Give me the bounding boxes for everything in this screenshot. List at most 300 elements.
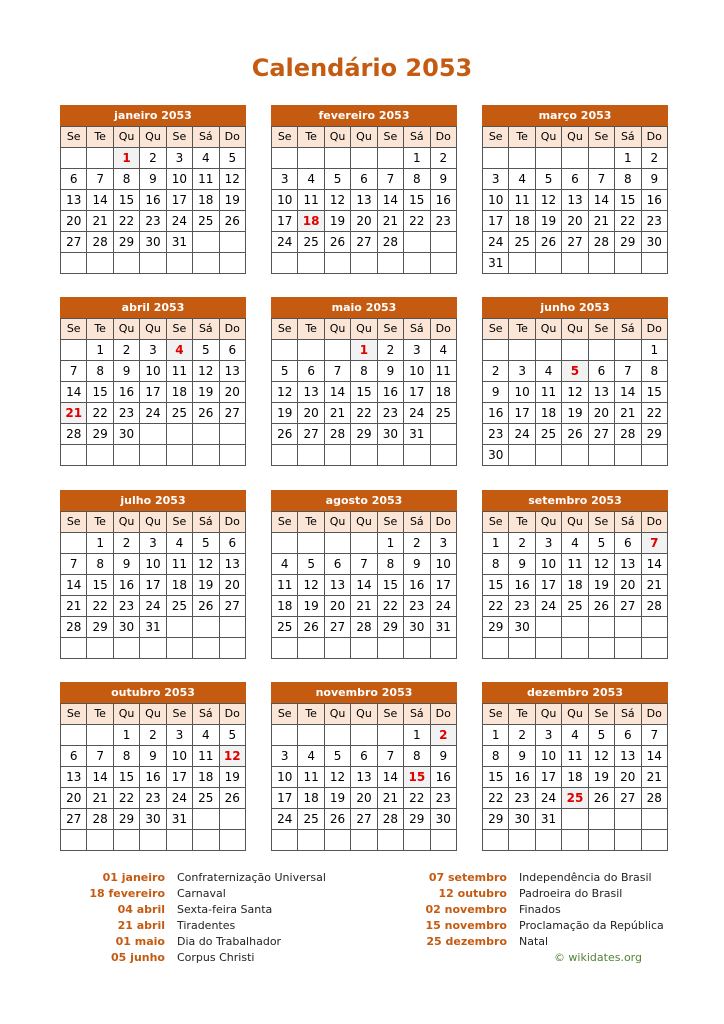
weekday-label: Te <box>509 512 535 533</box>
day-cell: 29 <box>351 424 377 445</box>
month-header: agosto 2053 <box>271 490 457 511</box>
day-cell: 23 <box>377 403 403 424</box>
day-cell: 27 <box>298 424 324 445</box>
day-cell: 3 <box>535 725 561 746</box>
day-cell: 9 <box>377 361 403 382</box>
weekday-label: Qu <box>351 704 377 725</box>
empty-cell <box>324 830 350 851</box>
empty-cell <box>166 424 192 445</box>
empty-cell <box>615 617 641 638</box>
day-cell: 14 <box>377 190 403 211</box>
holiday-name: Proclamação da República <box>519 919 664 932</box>
day-cell: 8 <box>483 746 509 767</box>
weekday-label: Qu <box>562 704 588 725</box>
day-cell: 31 <box>430 617 456 638</box>
day-cell: 14 <box>641 554 667 575</box>
weekday-label: Sá <box>193 319 219 340</box>
day-cell: 3 <box>404 340 430 361</box>
day-cell: 27 <box>588 424 614 445</box>
day-cell: 22 <box>377 596 403 617</box>
day-cell: 20 <box>615 575 641 596</box>
day-cell: 24 <box>509 424 535 445</box>
weekday-label: Qu <box>113 704 139 725</box>
day-cell: 19 <box>298 596 324 617</box>
weekday-label: Do <box>641 319 667 340</box>
empty-cell <box>298 830 324 851</box>
holiday-row <box>402 918 719 934</box>
empty-cell <box>324 148 350 169</box>
day-cell: 18 <box>193 767 219 788</box>
day-cell: 29 <box>377 617 403 638</box>
day-cell: 4 <box>193 725 219 746</box>
weekday-label: Sá <box>615 512 641 533</box>
weekday-label: Te <box>298 127 324 148</box>
day-cell: 11 <box>562 746 588 767</box>
day-cell: 12 <box>298 575 324 596</box>
empty-cell <box>113 253 139 274</box>
holiday-name: Dia do Trabalhador <box>177 935 282 948</box>
weekday-label: Sá <box>404 512 430 533</box>
day-cell: 14 <box>87 767 113 788</box>
empty-cell <box>535 148 561 169</box>
weekday-label: Se <box>61 127 87 148</box>
weekday-label: Se <box>483 704 509 725</box>
month-grid <box>482 318 668 466</box>
holiday-day-cell: 18 <box>298 211 324 232</box>
day-cell: 2 <box>404 533 430 554</box>
month-8 <box>482 490 668 659</box>
day-cell: 21 <box>641 575 667 596</box>
holiday-date: 18 fevereiro <box>89 887 165 900</box>
day-cell: 3 <box>535 533 561 554</box>
day-cell: 16 <box>377 382 403 403</box>
day-cell: 23 <box>509 596 535 617</box>
day-cell: 14 <box>641 746 667 767</box>
empty-cell <box>509 340 535 361</box>
empty-cell <box>562 617 588 638</box>
month-9 <box>60 682 246 851</box>
empty-cell <box>61 253 87 274</box>
day-cell: 23 <box>404 596 430 617</box>
holiday-row <box>60 886 377 902</box>
day-cell: 22 <box>351 403 377 424</box>
day-cell: 29 <box>113 232 139 253</box>
day-cell: 7 <box>61 554 87 575</box>
holiday-day-cell: 15 <box>404 767 430 788</box>
day-cell: 1 <box>377 533 403 554</box>
weekday-label: Sá <box>404 704 430 725</box>
day-cell: 31 <box>140 617 166 638</box>
weekday-label: Te <box>298 704 324 725</box>
empty-cell <box>430 638 456 659</box>
day-cell: 26 <box>324 232 350 253</box>
empty-cell <box>140 445 166 466</box>
day-cell: 21 <box>87 788 113 809</box>
day-cell: 4 <box>166 533 192 554</box>
day-cell: 29 <box>615 232 641 253</box>
empty-cell <box>219 253 245 274</box>
day-cell: 16 <box>113 575 139 596</box>
day-cell: 4 <box>509 169 535 190</box>
weekday-label: Qu <box>113 512 139 533</box>
holiday-day-cell: 12 <box>219 746 245 767</box>
empty-cell <box>483 830 509 851</box>
holiday-name: Independência do Brasil <box>519 871 652 884</box>
empty-cell <box>351 445 377 466</box>
holiday-name: Confraternização Universal <box>177 871 326 884</box>
empty-cell <box>588 445 614 466</box>
day-cell: 25 <box>562 596 588 617</box>
day-cell: 8 <box>404 169 430 190</box>
day-cell: 15 <box>641 382 667 403</box>
month-header: maio 2053 <box>271 297 457 318</box>
day-cell: 1 <box>483 533 509 554</box>
day-cell: 25 <box>166 596 192 617</box>
weekday-label: Se <box>61 512 87 533</box>
holiday-row <box>402 934 719 950</box>
day-cell: 13 <box>351 767 377 788</box>
weekday-label: Do <box>430 319 456 340</box>
day-cell: 20 <box>588 403 614 424</box>
day-cell: 8 <box>113 746 139 767</box>
empty-cell <box>404 445 430 466</box>
day-cell: 10 <box>140 554 166 575</box>
day-cell: 6 <box>562 169 588 190</box>
day-cell: 10 <box>272 190 298 211</box>
day-cell: 21 <box>615 403 641 424</box>
day-cell: 7 <box>641 725 667 746</box>
day-cell: 30 <box>430 809 456 830</box>
day-cell: 10 <box>166 746 192 767</box>
weekday-label: Se <box>61 319 87 340</box>
day-cell: 8 <box>377 554 403 575</box>
month-header: novembro 2053 <box>271 682 457 703</box>
holiday-row <box>402 886 719 902</box>
day-cell: 30 <box>113 424 139 445</box>
weekday-label: Do <box>219 127 245 148</box>
empty-cell <box>87 638 113 659</box>
day-cell: 10 <box>404 361 430 382</box>
weekday-label: Te <box>298 319 324 340</box>
weekday-label: Se <box>272 512 298 533</box>
empty-cell <box>324 253 350 274</box>
empty-cell <box>588 253 614 274</box>
day-cell: 13 <box>324 575 350 596</box>
day-cell: 6 <box>351 169 377 190</box>
day-cell: 17 <box>509 403 535 424</box>
day-cell: 29 <box>641 424 667 445</box>
holiday-date: 02 novembro <box>425 903 507 916</box>
empty-cell <box>562 148 588 169</box>
day-cell: 20 <box>61 788 87 809</box>
empty-cell <box>483 148 509 169</box>
page-title: Calendário 2053 <box>251 54 473 82</box>
day-cell: 2 <box>483 361 509 382</box>
day-cell: 13 <box>61 767 87 788</box>
day-cell: 13 <box>351 190 377 211</box>
day-cell: 25 <box>166 403 192 424</box>
day-cell: 30 <box>509 809 535 830</box>
day-cell: 19 <box>588 575 614 596</box>
day-cell: 4 <box>562 725 588 746</box>
day-cell: 24 <box>535 788 561 809</box>
empty-cell <box>140 638 166 659</box>
month-7 <box>271 490 457 659</box>
day-cell: 9 <box>140 746 166 767</box>
day-cell: 28 <box>61 617 87 638</box>
day-cell: 29 <box>87 424 113 445</box>
empty-cell <box>272 533 298 554</box>
day-cell: 27 <box>615 788 641 809</box>
day-cell: 9 <box>509 554 535 575</box>
day-cell: 6 <box>324 554 350 575</box>
empty-cell <box>61 148 87 169</box>
empty-cell <box>272 148 298 169</box>
day-cell: 13 <box>562 190 588 211</box>
holiday-row <box>402 870 719 886</box>
empty-cell <box>404 232 430 253</box>
empty-cell <box>61 830 87 851</box>
holiday-date: 15 novembro <box>425 919 507 932</box>
day-cell: 16 <box>113 382 139 403</box>
day-cell: 10 <box>535 554 561 575</box>
day-cell: 5 <box>193 340 219 361</box>
day-cell: 9 <box>140 169 166 190</box>
weekday-label: Qu <box>351 319 377 340</box>
weekday-label: Qu <box>535 704 561 725</box>
empty-cell <box>298 725 324 746</box>
day-cell: 28 <box>61 424 87 445</box>
empty-cell <box>272 638 298 659</box>
weekday-label: Se <box>483 127 509 148</box>
empty-cell <box>562 445 588 466</box>
empty-cell <box>588 638 614 659</box>
empty-cell <box>140 830 166 851</box>
day-cell: 3 <box>140 340 166 361</box>
day-cell: 28 <box>641 596 667 617</box>
empty-cell <box>193 830 219 851</box>
day-cell: 18 <box>272 596 298 617</box>
day-cell: 14 <box>61 382 87 403</box>
day-cell: 7 <box>377 746 403 767</box>
weekday-label: Sá <box>615 127 641 148</box>
weekday-label: Qu <box>535 127 561 148</box>
month-header: fevereiro 2053 <box>271 105 457 126</box>
day-cell: 29 <box>483 809 509 830</box>
day-cell: 7 <box>351 554 377 575</box>
weekday-label: Qu <box>140 319 166 340</box>
day-cell: 30 <box>641 232 667 253</box>
empty-cell <box>377 830 403 851</box>
day-cell: 6 <box>588 361 614 382</box>
empty-cell <box>193 638 219 659</box>
day-cell: 11 <box>166 361 192 382</box>
weekday-label: Se <box>166 704 192 725</box>
day-cell: 21 <box>87 211 113 232</box>
day-cell: 20 <box>351 788 377 809</box>
day-cell: 3 <box>272 169 298 190</box>
day-cell: 6 <box>219 340 245 361</box>
empty-cell <box>641 830 667 851</box>
day-cell: 16 <box>404 575 430 596</box>
holiday-row <box>60 902 377 918</box>
weekday-label: Qu <box>140 127 166 148</box>
day-cell: 5 <box>219 148 245 169</box>
empty-cell <box>535 253 561 274</box>
empty-cell <box>166 617 192 638</box>
holiday-day-cell: 1 <box>113 148 139 169</box>
day-cell: 11 <box>562 554 588 575</box>
empty-cell <box>87 830 113 851</box>
weekday-label: Do <box>430 704 456 725</box>
month-3 <box>60 297 246 466</box>
month-grid <box>60 703 246 851</box>
day-cell: 9 <box>430 169 456 190</box>
day-cell: 22 <box>404 211 430 232</box>
day-cell: 9 <box>113 554 139 575</box>
day-cell: 8 <box>404 746 430 767</box>
weekday-label: Se <box>166 512 192 533</box>
empty-cell <box>166 638 192 659</box>
weekday-label: Qu <box>324 319 350 340</box>
holiday-date: 21 abril <box>117 919 165 932</box>
day-cell: 20 <box>61 211 87 232</box>
day-cell: 12 <box>588 554 614 575</box>
day-cell: 22 <box>87 403 113 424</box>
weekday-label: Se <box>588 512 614 533</box>
day-cell: 3 <box>166 148 192 169</box>
day-cell: 23 <box>430 211 456 232</box>
day-cell: 29 <box>404 809 430 830</box>
day-cell: 31 <box>483 253 509 274</box>
day-cell: 20 <box>219 575 245 596</box>
day-cell: 3 <box>272 746 298 767</box>
day-cell: 15 <box>483 767 509 788</box>
empty-cell <box>298 638 324 659</box>
day-cell: 9 <box>430 746 456 767</box>
weekday-label: Sá <box>615 319 641 340</box>
day-cell: 24 <box>140 403 166 424</box>
day-cell: 7 <box>324 361 350 382</box>
day-cell: 16 <box>430 767 456 788</box>
day-cell: 25 <box>298 809 324 830</box>
day-cell: 6 <box>351 746 377 767</box>
day-cell: 30 <box>404 617 430 638</box>
day-cell: 26 <box>535 232 561 253</box>
day-cell: 5 <box>535 169 561 190</box>
day-cell: 14 <box>87 190 113 211</box>
day-cell: 19 <box>562 403 588 424</box>
day-cell: 24 <box>272 232 298 253</box>
day-cell: 18 <box>193 190 219 211</box>
holiday-date: 01 janeiro <box>102 871 165 884</box>
day-cell: 11 <box>430 361 456 382</box>
empty-cell <box>193 617 219 638</box>
day-cell: 2 <box>430 148 456 169</box>
day-cell: 17 <box>272 211 298 232</box>
empty-cell <box>193 424 219 445</box>
empty-cell <box>588 340 614 361</box>
day-cell: 11 <box>509 190 535 211</box>
day-cell: 27 <box>219 403 245 424</box>
empty-cell <box>351 253 377 274</box>
day-cell: 19 <box>588 767 614 788</box>
day-cell: 13 <box>615 554 641 575</box>
day-cell: 5 <box>219 725 245 746</box>
day-cell: 10 <box>166 169 192 190</box>
day-cell: 13 <box>298 382 324 403</box>
empty-cell <box>509 148 535 169</box>
day-cell: 28 <box>351 617 377 638</box>
weekday-label: Qu <box>562 512 588 533</box>
day-cell: 16 <box>140 190 166 211</box>
day-cell: 18 <box>166 382 192 403</box>
day-cell: 30 <box>140 232 166 253</box>
day-cell: 6 <box>298 361 324 382</box>
empty-cell <box>562 809 588 830</box>
empty-cell <box>61 638 87 659</box>
weekday-label: Se <box>272 127 298 148</box>
month-grid <box>271 318 457 466</box>
day-cell: 2 <box>140 148 166 169</box>
day-cell: 19 <box>219 190 245 211</box>
day-cell: 30 <box>140 809 166 830</box>
day-cell: 23 <box>140 788 166 809</box>
day-cell: 12 <box>535 190 561 211</box>
day-cell: 9 <box>641 169 667 190</box>
empty-cell <box>324 638 350 659</box>
weekday-label: Te <box>509 127 535 148</box>
weekday-label: Se <box>588 704 614 725</box>
month-header: janeiro 2053 <box>60 105 246 126</box>
empty-cell <box>272 445 298 466</box>
day-cell: 26 <box>193 596 219 617</box>
day-cell: 28 <box>377 809 403 830</box>
holiday-row <box>402 902 719 918</box>
day-cell: 14 <box>615 382 641 403</box>
day-cell: 19 <box>272 403 298 424</box>
weekday-label: Do <box>219 319 245 340</box>
empty-cell <box>87 148 113 169</box>
weekday-label: Te <box>87 127 113 148</box>
day-cell: 10 <box>430 554 456 575</box>
day-cell: 3 <box>430 533 456 554</box>
weekday-label: Do <box>430 512 456 533</box>
day-cell: 17 <box>166 767 192 788</box>
credit[interactable]: © wikidates.org <box>553 951 642 964</box>
weekday-label: Se <box>483 319 509 340</box>
day-cell: 16 <box>509 767 535 788</box>
weekday-label: Qu <box>562 319 588 340</box>
empty-cell <box>430 253 456 274</box>
day-cell: 21 <box>324 403 350 424</box>
day-cell: 18 <box>509 211 535 232</box>
day-cell: 19 <box>324 211 350 232</box>
empty-cell <box>193 253 219 274</box>
empty-cell <box>193 232 219 253</box>
day-cell: 26 <box>588 788 614 809</box>
day-cell: 17 <box>535 767 561 788</box>
day-cell: 14 <box>324 382 350 403</box>
day-cell: 18 <box>166 575 192 596</box>
empty-cell <box>140 424 166 445</box>
day-cell: 19 <box>193 575 219 596</box>
day-cell: 10 <box>535 746 561 767</box>
day-cell: 21 <box>588 211 614 232</box>
day-cell: 1 <box>641 340 667 361</box>
day-cell: 28 <box>377 232 403 253</box>
day-cell: 1 <box>404 725 430 746</box>
